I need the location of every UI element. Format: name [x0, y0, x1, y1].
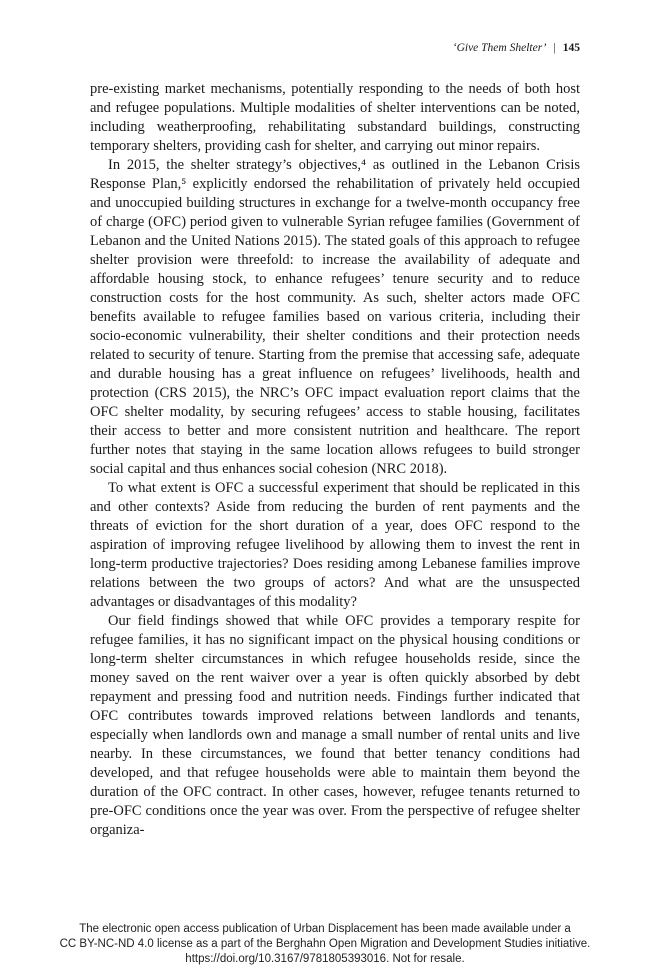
body-text: [90, 80, 580, 840]
page-number: 145: [562, 42, 580, 54]
license-footer: [0, 922, 650, 967]
paragraph-1: pre-existing market mechanisms, potentially responding to the needs of both host and refugee populations. Multiple modalities of shelter interventions can be noted, including weatherproofing, rehabilitating substandard buildings, constructing temporary shelters, providing cash for shelter, and carrying out minor repairs.: [90, 81, 580, 154]
footer-line-1: The electronic open access publication of Urban Displacement has been made available under a: [79, 923, 571, 935]
running-head-title: ‘Give Them Shelter’: [452, 42, 547, 54]
footer-line-3: https://doi.org/10.3167/9781805393016. Not for resale.: [185, 953, 465, 965]
paragraph-3: To what extent is OFC a successful experiment that should be replicated in this and other contexts? Aside from reducing the burden of rent payments and the threats of eviction for the short duration of a year, does OFC respond to the aspiration of improving refugee livelihood by allowing them to invest the rent in long-term productive trajectories? Does residing among Lebanese families improve relations between the two groups of actors? And what are the unsuspected advantages or disadvantages of this modality?: [90, 480, 580, 610]
paragraph-2: In 2015, the shelter strategy’s objectives,⁴ as outlined in the Lebanon Crisis Response Plan,⁵ explicitly endorsed the rehabilitation of privately held occupied and unoccupied building structures in exchange for a twelve-month occupancy free of charge (OFC) period given to vulnerable Syrian refugee families (Government of Lebanon and the United Nations 2015). The stated goals of this approach to refugee shelter provision were threefold: to increase the availability of adequate and affordable housing stock, to enhance refugees’ tenure security and to reduce construction costs for the host community. As such, shelter actors made OFC benefits available to refugee families based on various criteria, including their socio-economic vulnerability, their shelter conditions and their protection needs related to security of tenure. Starting from the premise that accessing safe, adequate and durable housing has a great influence on refugees’ livelihoods, health and protection (CRS 2015), the NRC’s OFC impact evaluation report claims that the OFC shelter modality, by securing refugees’ access to stable housing, facilitates their access to better and more consistent nutrition and healthcare. The report further notes that staying in the same location allows refugees to build stronger social capital and thus enhances social cohesion (NRC 2018).: [90, 157, 580, 477]
running-head: [453, 42, 580, 54]
paragraph-4: Our field findings showed that while OFC provides a temporary respite for refugee families, it has no significant impact on the physical housing conditions or long-term shelter circumstances in which refugee households reside, since the money saved on the rent waiver over a year is often quickly absorbed by debt repayment and pressing food and nutrition needs. Findings further indicated that OFC contributes towards improved relations between landlords and tenants, especially when landlords own and manage a small number of rental units and live nearby. In these circumstances, we found that better tenancy conditions had developed, and that refugee households were able to maintain them beyond the duration of the OFC contract. In other cases, however, refugee tenants returned to pre-OFC conditions once the year was over. From the perspective of refugee shelter organiza-: [90, 613, 580, 838]
footer-line-2: CC BY-NC-ND 4.0 license as a part of the Berghahn Open Migration and Development Studies initiative.: [59, 938, 591, 950]
running-head-separator: |: [553, 42, 556, 54]
